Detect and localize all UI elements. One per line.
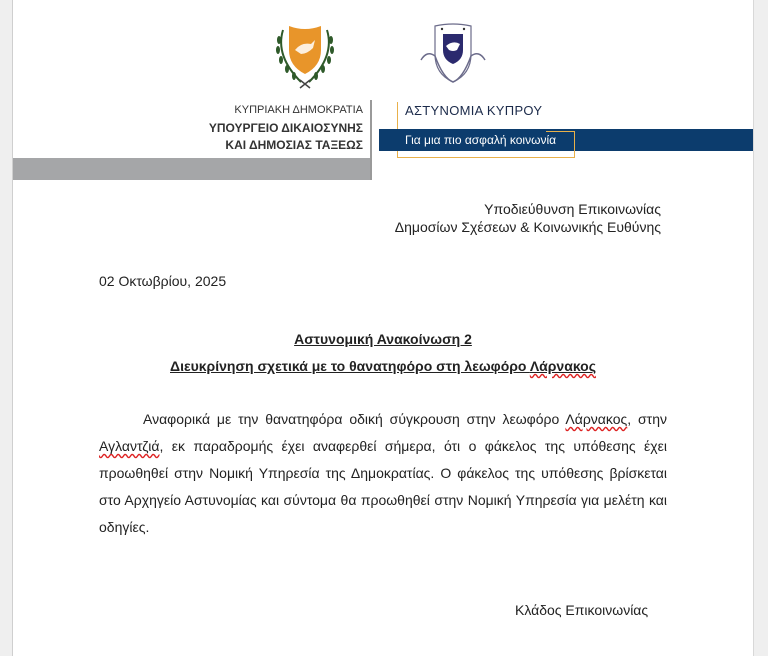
cyprus-police-crest-icon [413,20,493,92]
department-line-2: Δημοσίων Σχέσεων & Κοινωνικής Ευθύνης [394,219,661,235]
gov-line-ministry: ΥΠΟΥΡΓΕΙΟ ΔΙΚΑΙΟΣΥΝΗΣ [208,121,363,135]
spellcheck-word: Λάρνακος [529,358,596,374]
signature: Κλάδος Επικοινωνίας [515,602,649,618]
spellcheck-word: Αγλαντζιά [99,438,160,454]
subtitle-text: Διευκρίνηση σχετικά με το θανατηφόρο στη λεωφόρο [170,358,530,374]
body-text: , εκ παραδρομής έχει αναφερθεί σήμερα, ότι ο φάκελος της υπόθεσης έχει προωθηθεί στην Νομική Υπηρεσία της Δημοκρατίας. Ο φάκελος της υπόθεσης βρίσκεται στο Αρχηγείο Αστυνομίας και σύντομα θα προωθηθεί στην Νομική Υπηρεσία για μελέτη και οδηγίες. [99,438,667,535]
police-name: ΑΣΤΥΝΟΜΙΑ ΚΥΠΡΟΥ [405,103,543,118]
body-text: , στην [627,411,667,427]
announcement-subtitle [148,358,618,374]
police-slogan: Για μια πιο ασφαλή κοινωνία [405,133,557,147]
gov-line-public-order: ΚΑΙ ΔΗΜΟΣΙΑΣ ΤΑΞΕΩΣ [225,138,363,152]
gold-frame-bottom [397,157,575,158]
cyprus-coat-of-arms-icon [265,20,345,92]
header-gray-bar [13,158,371,180]
body-paragraph [99,406,667,541]
gold-frame-top [546,131,575,132]
gov-line-republic: ΚΥΠΡΙΑΚΗ ΔΗΜΟΚΡΑΤΙΑ [234,104,363,116]
header-divider [370,100,372,180]
document-date: 02 Οκτωβρίου, 2025 [99,273,227,289]
body-text: Αναφορικά με την θανατηφόρα οδική σύγκρουση στην λεωφόρο [143,411,566,427]
spellcheck-word: Λάρνακος [565,411,628,427]
document-page [12,0,754,656]
announcement-title: Αστυνομική Ανακοίνωση 2 [294,331,472,347]
gold-frame-right [574,131,575,158]
department-line-1: Υποδιεύθυνση Επικοινωνίας [484,201,661,217]
department-block [395,200,661,236]
